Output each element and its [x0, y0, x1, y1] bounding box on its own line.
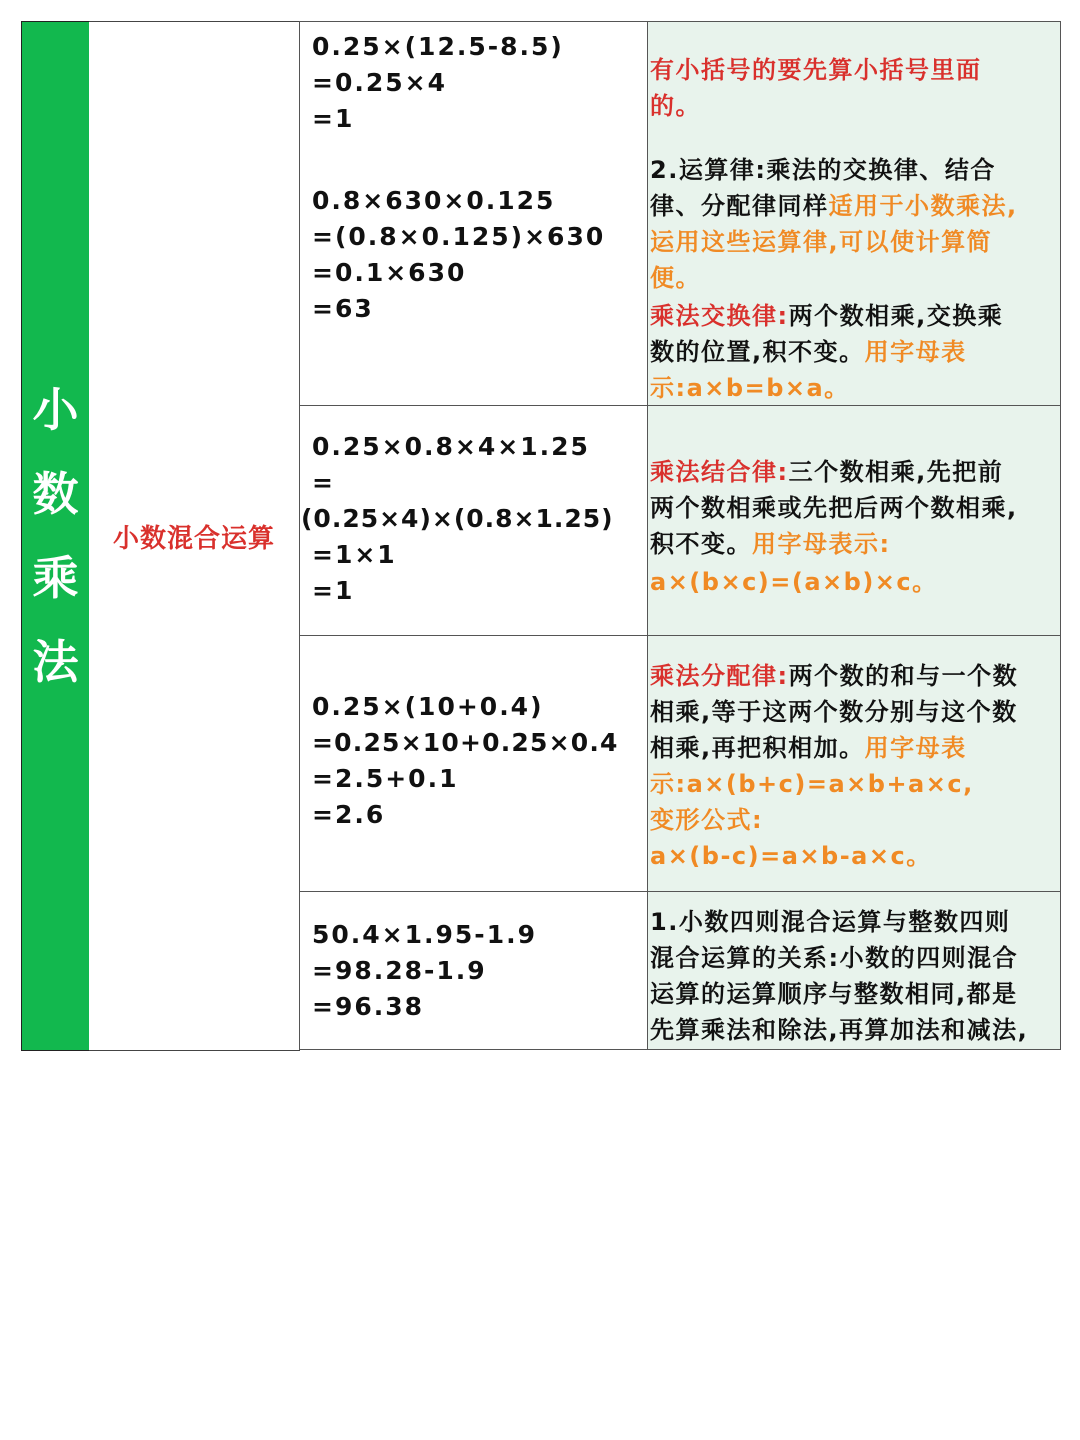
calc-cell — [299, 22, 648, 148]
note-text: 数的位置,积不变。 — [650, 338, 865, 366]
note-line — [650, 902, 1010, 937]
note-text: 示:a×(b+c)=a×b+a×c, — [650, 770, 974, 798]
table-row — [299, 148, 1061, 406]
note-text: 便。 — [650, 264, 701, 292]
note-line — [650, 86, 701, 121]
note-text: 先算乘法和除法,再算加法和减法, — [650, 1016, 1029, 1044]
note-cell — [648, 406, 1061, 635]
note-text: 混合运算的关系:小数的四则混合 — [650, 944, 1019, 972]
note-line — [650, 368, 850, 403]
note-line — [650, 728, 967, 763]
calc-line: =2.6 — [312, 800, 386, 829]
note-text: 1.小数四则混合运算与整数四则 — [650, 908, 1011, 936]
note-text: 相乘,等于这两个数分别与这个数 — [650, 698, 1018, 726]
note-text: 用字母表 — [864, 338, 967, 366]
calc-cell — [299, 636, 648, 891]
note-text: 两个数相乘或先把后两个数相乘, — [650, 494, 1018, 522]
note-line — [650, 258, 701, 293]
calc-line: 0.25×(12.5-8.5) — [312, 32, 564, 61]
table-row — [299, 636, 1061, 892]
math-table — [21, 21, 1063, 1051]
note-cell — [648, 636, 1061, 891]
note-text: 乘法结合律: — [650, 458, 789, 486]
note-text: a×(b-c)=a×b-a×c。 — [650, 842, 932, 870]
calc-line: =96.38 — [312, 992, 425, 1021]
calc-line: 0.8×630×0.125 — [312, 186, 556, 215]
note-line — [650, 764, 974, 799]
note-line — [650, 692, 1018, 727]
note-line — [650, 296, 1003, 331]
calc-line: =98.28-1.9 — [312, 956, 487, 985]
note-line — [650, 656, 1018, 691]
note-line — [650, 488, 1018, 523]
table-row — [299, 892, 1061, 1050]
note-text: 运算的运算顺序与整数相同,都是 — [650, 980, 1018, 1008]
calc-line: = — [312, 468, 335, 497]
calc-line: 50.4×1.95-1.9 — [312, 920, 537, 949]
table-row — [299, 406, 1061, 636]
calc-line: =1×1 — [312, 540, 397, 569]
calc-line: =1 — [312, 104, 355, 133]
note-line — [650, 836, 932, 871]
note-text: 2.运算律:乘法的交换律、结合 — [650, 156, 996, 184]
note-text: 有小括号的要先算小括号里面 — [650, 56, 982, 84]
note-line — [650, 938, 1018, 973]
note-text: 变形公式: — [650, 806, 764, 834]
note-text: 乘法交换律: — [650, 302, 789, 330]
note-text: a×(b×c)=(a×b)×c。 — [650, 568, 938, 596]
calc-line: =63 — [312, 294, 374, 323]
note-cell — [648, 22, 1061, 148]
note-line — [650, 562, 938, 597]
note-text: 两个数的和与一个数 — [788, 662, 1019, 690]
note-text: 运用这些运算律,可以使计算简 — [650, 228, 993, 256]
note-text: 积不变。 — [650, 530, 752, 558]
calc-line: =2.5+0.1 — [312, 764, 459, 793]
category-char: 数 — [32, 467, 79, 521]
calc-line: =0.25×10+0.25×0.4 — [312, 728, 619, 757]
note-text: 相乘,再把积相加。 — [650, 734, 865, 762]
note-line — [650, 150, 996, 185]
calc-line: (0.25×4)×(0.8×1.25) — [301, 504, 614, 533]
category-char: 乘 — [32, 551, 79, 605]
calc-line: =1 — [312, 576, 355, 605]
note-text: 的。 — [650, 92, 701, 120]
note-line — [650, 974, 1018, 1009]
note-text: 用字母表 — [864, 734, 967, 762]
calc-line: 0.25×0.8×4×1.25 — [312, 432, 590, 461]
calc-line: 0.25×(10+0.4) — [312, 692, 544, 721]
calc-cell — [299, 892, 648, 1049]
category-char: 小 — [32, 383, 79, 437]
note-text: 示:a×b=b×a。 — [650, 374, 850, 402]
note-text: 两个数相乘,交换乘 — [788, 302, 1004, 330]
note-text: 三个数相乘,先把前 — [788, 458, 1004, 486]
note-text: 适用于小数乘法, — [828, 192, 1018, 220]
note-line — [650, 222, 992, 257]
calc-line: =(0.8×0.125)×630 — [312, 222, 606, 251]
note-text: 律、分配律同样 — [650, 192, 829, 220]
note-line — [650, 452, 1003, 487]
note-line — [650, 332, 967, 367]
calc-line: =0.25×4 — [312, 68, 447, 97]
section-label: 小数混合运算 — [112, 523, 275, 554]
table-row — [299, 21, 1061, 149]
category-cell — [21, 21, 90, 1051]
note-line — [650, 50, 982, 85]
note-line — [650, 800, 763, 835]
note-line — [650, 524, 891, 559]
note-cell — [648, 148, 1061, 405]
calc-line: =0.1×630 — [312, 258, 467, 287]
note-text: 乘法分配律: — [650, 662, 789, 690]
section-cell — [89, 21, 300, 1051]
category-char: 法 — [32, 635, 79, 689]
note-line — [650, 186, 1018, 221]
calc-cell — [299, 406, 648, 635]
note-text: 用字母表示: — [752, 530, 891, 558]
calc-cell — [299, 148, 648, 405]
note-line — [650, 1010, 1028, 1045]
note-cell — [648, 892, 1061, 1049]
